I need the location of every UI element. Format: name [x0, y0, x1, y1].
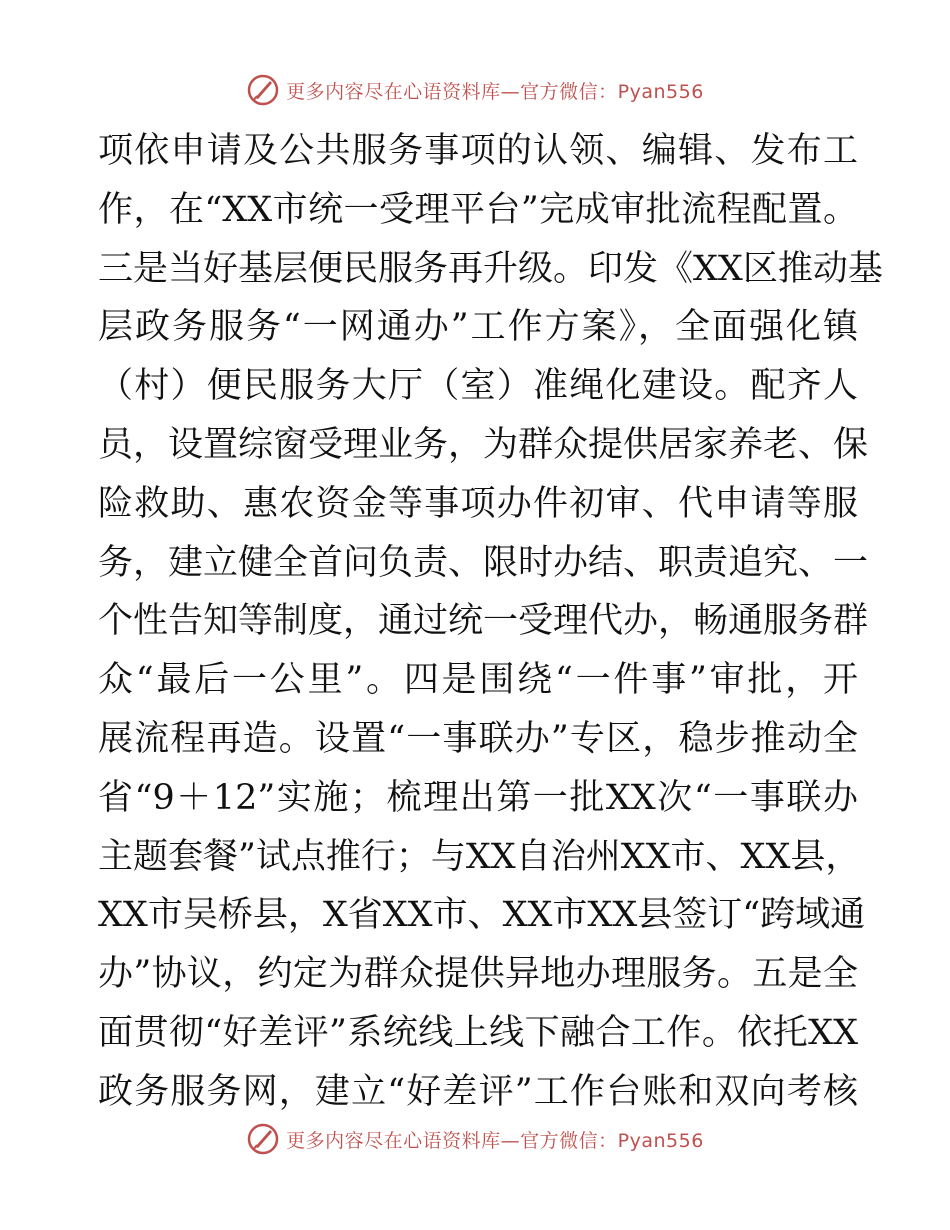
- text-line: 众“最后一公里”。四是围绕“一件事”审批，开: [98, 660, 858, 701]
- text-line: （村）便民服务大厅（室）准绳化建设。配齐人: [98, 366, 858, 407]
- text-line: 主题套餐”试点推行；与XX自治州XX市、XX县，: [98, 836, 861, 877]
- text-line: 险救助、惠农资金等事项办件初审、代申请等服: [98, 483, 858, 524]
- text-line: 项依申请及公共服务事项的认领、编辑、发布工: [98, 131, 858, 171]
- text-line: XX市吴桥县，X省XX市、XX市XX县签订“跨域通: [98, 895, 866, 936]
- text-line: 展流程再造。设置“一事联办”专区，稳步推动全: [98, 718, 858, 759]
- document-body: [98, 122, 883, 1122]
- text-line: 个性告知等制度，通过统一受理代办，畅通服务群: [98, 601, 869, 642]
- watermark-text: 更多内容尽在心语资料库—官方微信：Pyan556: [286, 1129, 704, 1152]
- text-line: 面贯彻“好差评”系统线上线下融合工作。依托XX: [98, 1012, 858, 1053]
- text-line: 层政务服务“一网通办”工作方案》，全面强化镇: [98, 307, 858, 348]
- text-line: 务，建立健全首问负责、限时办结、职责追究、一: [98, 542, 869, 583]
- text-line: 办”协议，约定为群众提供异地办理服务。五是全: [98, 954, 858, 995]
- text-line: 员，设置综窗受理业务，为群众提供居家养老、保: [98, 424, 869, 465]
- quill-circle-logo-icon: [246, 1122, 280, 1156]
- text-line: 省“9＋12”实施；梳理出第一批XX次“一事联办: [98, 777, 858, 818]
- text-line: 作，在“XX市统一受理平台”完成审批流程配置。: [98, 189, 858, 230]
- header-watermark: [0, 68, 950, 112]
- footer-watermark: [0, 1117, 950, 1161]
- text-line: 三是当好基层便民服务再升级。印发《XX区推动基: [98, 248, 883, 289]
- watermark-text: 更多内容尽在心语资料库—官方微信：Pyan556: [286, 80, 704, 103]
- text-line: 政务服务网，建立“好差评”工作台账和双向考核: [98, 1071, 858, 1112]
- quill-circle-logo-icon: [246, 73, 280, 107]
